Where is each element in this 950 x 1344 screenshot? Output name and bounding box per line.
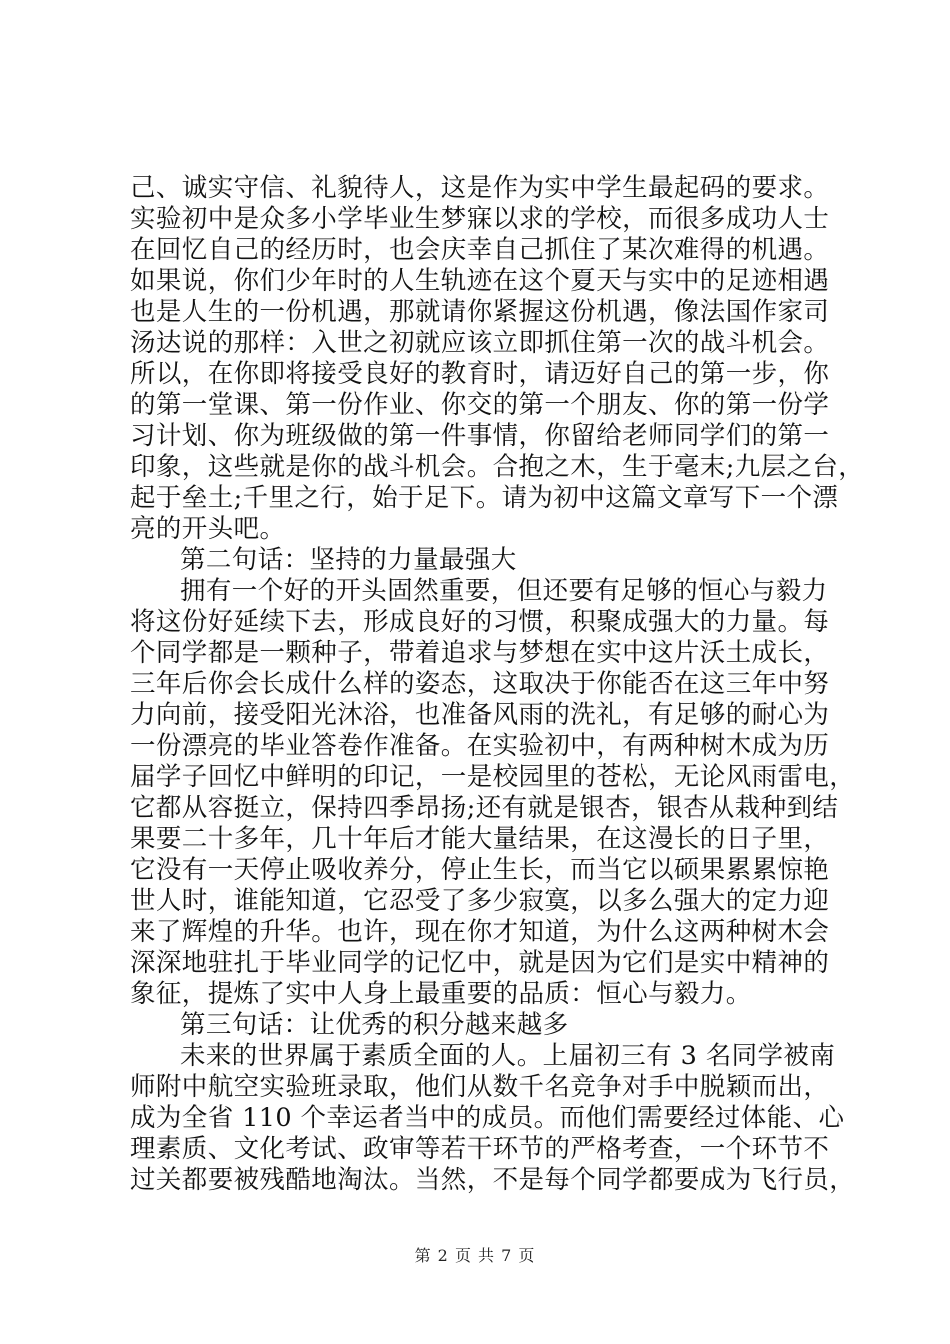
body-line: 将这份好延续下去，形成良好的习惯，积聚成强大的力量。每 [130,607,830,637]
body-line: 实验初中是众多小学毕业生梦寐以求的学校，而很多成功人士 [130,204,830,234]
body-line: 习计划、你为班级做的第一件事情，你留给老师同学们的第一 [130,421,830,451]
body-line: 它都从容挺立，保持四季昂扬;还有就是银杏，银杏从栽种到结 [130,793,839,823]
body-line: 起于垒土;千里之行，始于足下。请为初中这篇文章写下一个漂 [130,483,839,513]
body-line: 它没有一天停止吸收养分，停止生长，而当它以硕果累累惊艳 [130,855,830,885]
document-body [130,173,865,1196]
body-line: 世人时，谁能知道，它忍受了多少寂寞，以多么强大的定力迎 [130,886,830,916]
section-heading: 第二句话：坚持的力量最强大 [180,545,517,575]
body-line: 亮的开头吧。 [130,514,286,544]
body-line: 所以，在你即将接受良好的教育时，请迈好自己的第一步，你 [130,359,830,389]
body-line: 届学子回忆中鲜明的印记，一是校园里的苍松，无论风雨雷电， [130,762,856,792]
body-line: 来了辉煌的升华。也许，现在你才知道，为什么这两种树木会 [130,917,830,947]
body-line: 印象，这些就是你的战斗机会。合抱之木，生于毫末;九层之台， [130,452,865,482]
body-line: 己、诚实守信、礼貌待人，这是作为实中学生最起码的要求。 [130,173,830,203]
paragraph-first-line: 未来的世界属于素质全面的人。上届初三有 3 名同学被南 [180,1041,836,1071]
body-line: 象征，提炼了实中人身上最重要的品质：恒心与毅力。 [130,979,752,1009]
body-line: 一份漂亮的毕业答卷作准备。在实验初中，有两种树木成为历 [130,731,830,761]
body-line: 过关都要被残酷地淘汰。当然，不是每个同学都要成为飞行员， [130,1165,856,1195]
body-line: 理素质、文化考试、政审等若干环节的严格考查，一个环节不 [130,1134,830,1164]
page-footer: 第 2 页 共 7 页 [414,1246,536,1265]
body-line: 的第一堂课、第一份作业、你交的第一个朋友、你的第一份学 [130,390,830,420]
body-line: 个同学都是一颗种子，带着追求与梦想在实中这片沃土成长， [130,638,830,668]
body-line: 成为全省 110 个幸运者当中的成员。而他们需要经过体能、心 [130,1103,845,1133]
paragraph-first-line: 拥有一个好的开头固然重要，但还要有足够的恒心与毅力 [180,576,828,606]
body-line: 力向前，接受阳光沐浴，也准备风雨的洗礼，有足够的耐心为 [130,700,830,730]
body-line: 师附中航空实验班录取，他们从数千名竞争对手中脱颖而出， [130,1072,830,1102]
body-line: 果要二十多年，几十年后才能大量结果，在这漫长的日子里， [130,824,830,854]
body-line: 如果说，你们少年时的人生轨迹在这个夏天与实中的足迹相遇 [130,266,830,296]
body-line: 汤达说的那样：入世之初就应该立即抓住第一次的战斗机会。 [130,328,830,358]
body-line: 深深地驻扎于毕业同学的记忆中，就是因为它们是实中精神的 [130,948,830,978]
body-line: 三年后你会长成什么样的姿态，这取决于你能否在这三年中努 [130,669,830,699]
body-line: 在回忆自己的经历时，也会庆幸自己抓住了某次难得的机遇。 [130,235,830,265]
section-heading: 第三句话：让优秀的积分越来越多 [180,1010,569,1040]
body-line: 也是人生的一份机遇，那就请你紧握这份机遇，像法国作家司 [130,297,830,327]
